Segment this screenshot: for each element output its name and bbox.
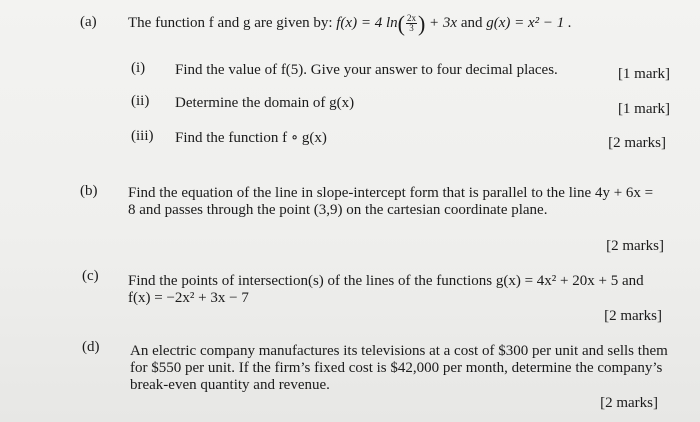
section-d-line3: break-even quantity and revenue.: [130, 377, 330, 393]
section-c-line2: f(x) = −2x² + 3x − 7: [128, 290, 249, 306]
f-function-rest: + 3x: [429, 14, 458, 31]
fraction-2x-over-3: $\frac{2x}{3}$: [406, 13, 416, 33]
section-d-marks: [2 marks]: [600, 395, 658, 411]
item-iii-label: (iii): [131, 128, 154, 144]
section-c-line1: Find the points of intersection(s) of the lines of the functions g(x) = 4x² + 20x + 5 and: [128, 273, 644, 289]
item-ii-text: Determine the domain of g(x): [175, 95, 355, 111]
section-d-label: (d): [82, 339, 100, 355]
item-ii-label: (ii): [131, 93, 150, 109]
section-b-marks: [2 marks]: [606, 238, 664, 254]
g-function-definition: g(x) = x² − 1 .: [486, 14, 572, 31]
item-i-marks: [1 mark]: [617, 66, 670, 82]
right-paren: ): [417, 11, 426, 36]
and-word: and: [460, 14, 483, 31]
section-b-label: (b): [80, 183, 98, 199]
section-c-label: (c): [82, 268, 99, 284]
section-a-definition: [128, 11, 572, 36]
section-b-line2: 8 and passes through the point (3,9) on the cartesian coordinate plane.: [128, 202, 548, 218]
section-b-line1: Find the equation of the line in slope-intercept form that is parallel to the line 4y + 6x =: [128, 185, 654, 201]
section-a-intro: The function f and g are given by:: [128, 14, 333, 31]
item-i-text: Find the value of f(5). Give your answer to four decimal places.: [175, 62, 558, 78]
section-c-marks: [2 marks]: [604, 308, 662, 324]
section-d-line2: for $550 per unit. If the firm’s fixed cost is $42,000 per month, determine the company’s: [130, 360, 663, 376]
section-d-line1: An electric company manufactures its televisions at a cost of $300 per unit and sells them: [130, 343, 668, 359]
item-iii-text: Find the function f ∘ g(x): [175, 130, 327, 146]
item-ii-marks: [1 mark]: [617, 101, 670, 117]
section-a-label: (a): [80, 14, 97, 30]
f-function-lhs: f(x) = 4 ln: [336, 14, 398, 31]
left-paren: (: [397, 11, 405, 36]
item-iii-marks: [2 marks]: [608, 135, 666, 151]
item-i-label: (i): [131, 60, 146, 76]
